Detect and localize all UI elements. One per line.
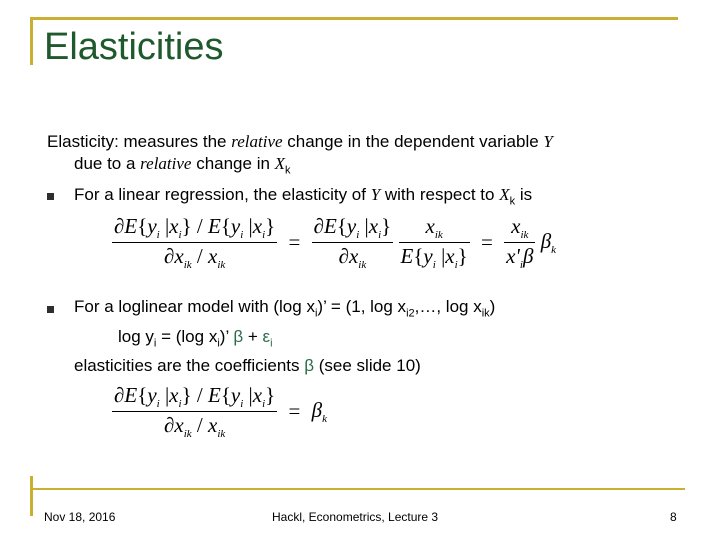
title-frame-left xyxy=(30,17,33,65)
footer-center: Hackl, Econometrics, Lecture 3 xyxy=(272,510,439,524)
footer-date: Nov 18, 2016 xyxy=(44,510,116,524)
title-frame-top xyxy=(30,17,678,20)
coefficients-line: elasticities are the coefficients β (see slide 10) xyxy=(74,356,421,375)
footer-divider xyxy=(30,488,685,490)
intro-line: Elasticity: measures the relative change in the dependent variable Y xyxy=(47,132,553,151)
bullet-icon xyxy=(47,306,54,313)
loglinear-model-line: $\log y_i = (\log$ $x_i$)’ $\beta + \varepsilon_i$ xyxy=(118,327,273,350)
page-number: 8 xyxy=(670,510,677,524)
bullet-icon xyxy=(47,193,54,200)
intro-line-cont: due to a relative change in $X_k$ xyxy=(74,154,291,177)
bullet2-text: For a loglinear model with (log $x_i$)’ = (1, $\log x_{i2},\dots$, $\log x_{ik}$) xyxy=(74,297,496,320)
elasticity-equation-linear: $\frac{\partial E\{y_i |x_i\} / E\{y_i |x_i\}}{\partial x_{ik} / x_{ik}}$ = $\frac{\partial E\{y_i |x_i\}}{\partial x_{ik}}$ $\frac{x_{ik}}{E\{y_i |x_i\}}$ = $\frac{x_{ik}}{x'_i\beta}$ $\beta_k$ xyxy=(114,214,557,272)
page-title: Elasticities xyxy=(44,26,224,68)
bullet1-text: For a linear regression, the elasticity of Y with respect to $X_k$ is xyxy=(74,185,533,208)
elasticity-equation-loglinear: $\frac{\partial E\{y_i |x_i\} / E\{y_i |x_i\}}{\partial x_{ik} / x_{ik}}$ = $\beta_k$ xyxy=(114,383,327,441)
footer-frame-left xyxy=(30,476,33,516)
